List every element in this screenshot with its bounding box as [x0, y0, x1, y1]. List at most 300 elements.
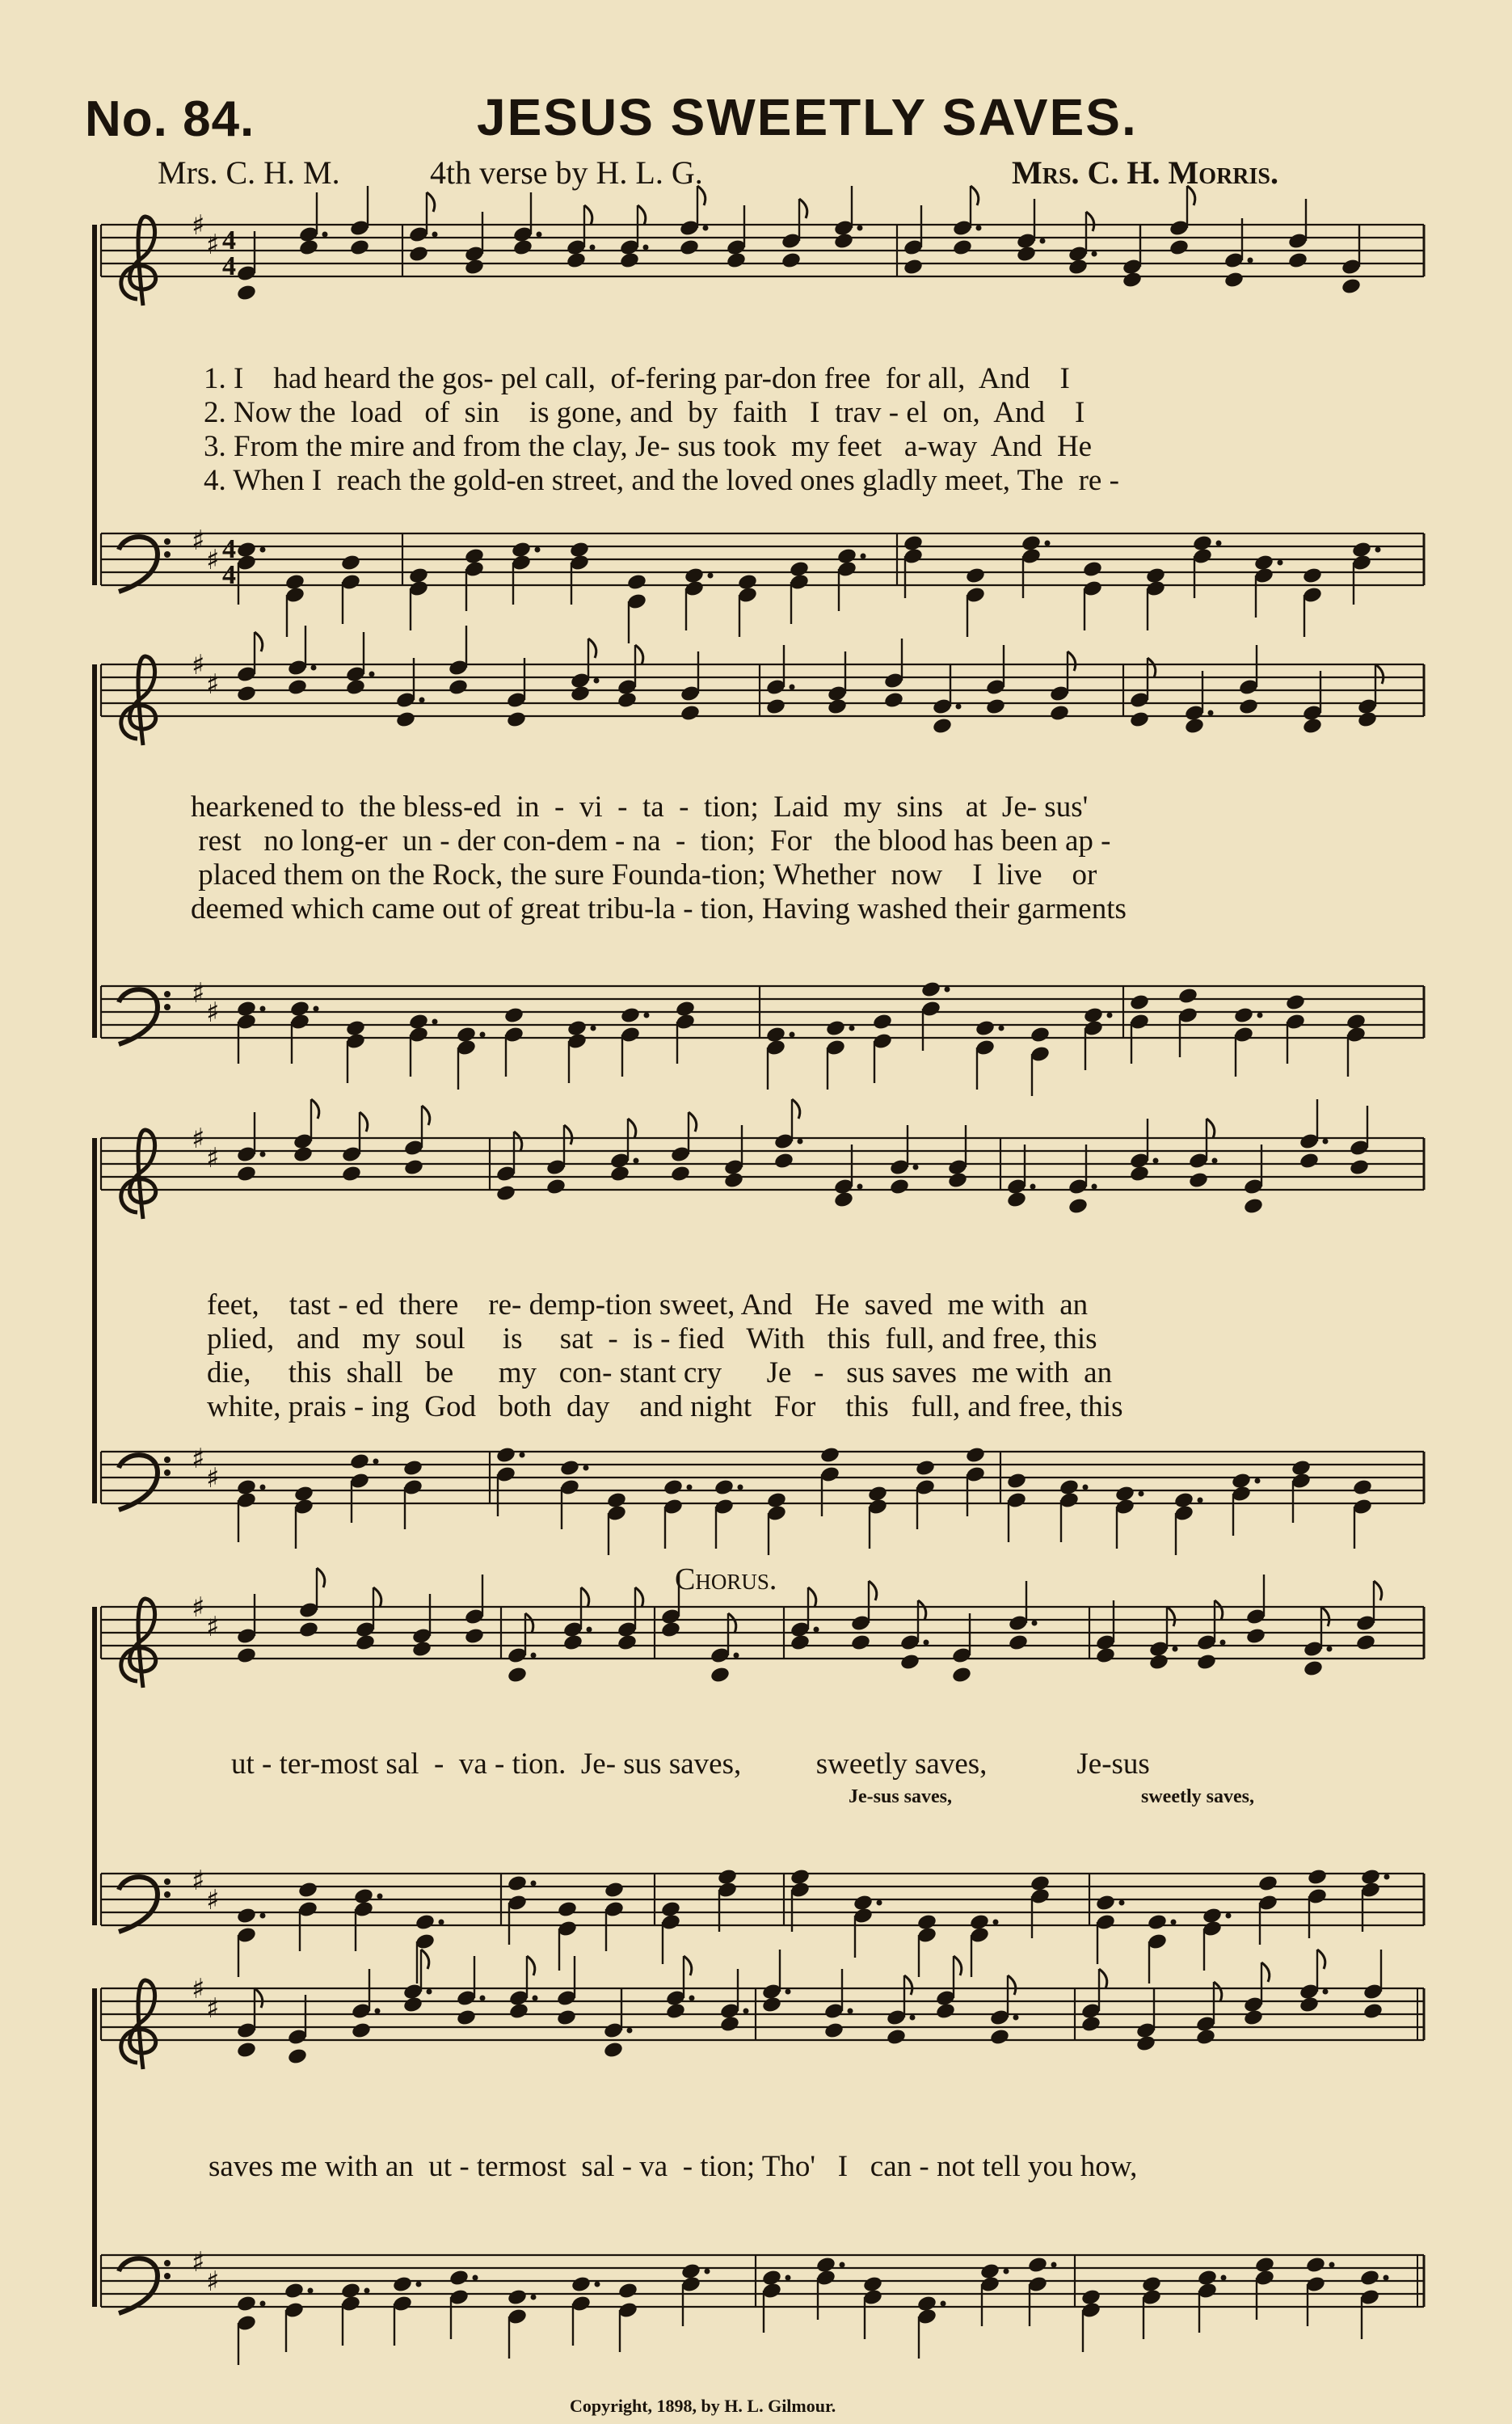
note-head — [571, 2275, 592, 2294]
note-head — [284, 2282, 305, 2300]
note-head — [345, 678, 366, 697]
dot — [377, 1894, 383, 1899]
dot — [1171, 1920, 1177, 1925]
sharp-icon: ♯ — [206, 1884, 220, 1916]
note-head — [297, 1881, 318, 1899]
note-head — [679, 238, 700, 257]
dot — [1083, 1485, 1089, 1490]
dot — [790, 1032, 795, 1038]
dot — [1198, 1498, 1203, 1503]
bass-clef-icon — [119, 1455, 158, 1510]
note-head — [790, 1634, 811, 1652]
note-head — [1285, 993, 1306, 1012]
note-head — [872, 1013, 893, 1031]
note-head — [507, 2288, 528, 2307]
note-head — [236, 1907, 257, 1925]
note-head — [833, 1191, 854, 1209]
dot — [590, 245, 596, 251]
note-head — [604, 1881, 625, 1899]
dot — [1375, 547, 1381, 553]
note-head — [617, 691, 638, 710]
dot — [373, 1459, 379, 1465]
note-head — [566, 251, 587, 270]
dot — [708, 573, 714, 579]
note-head — [1006, 1191, 1027, 1209]
dot — [1107, 1013, 1113, 1018]
note-head — [965, 567, 986, 585]
sharp-icon: ♯ — [192, 2246, 205, 2279]
dot — [703, 226, 709, 231]
dot — [738, 1485, 743, 1490]
dot — [1221, 2275, 1227, 2281]
note-head — [620, 1006, 641, 1025]
note-head — [351, 2021, 372, 2040]
bass-clef-dot — [164, 551, 171, 558]
note-head — [1245, 1627, 1266, 1646]
dot — [480, 1996, 486, 2001]
dot — [480, 1032, 486, 1038]
note-head — [1233, 1006, 1254, 1025]
time-signature: 4 — [222, 534, 236, 564]
note-flag — [1008, 1975, 1016, 1995]
dot — [375, 2009, 381, 2014]
dot — [537, 232, 542, 238]
note-head — [1122, 271, 1143, 289]
note-head — [883, 691, 904, 710]
verse-credit: 4th verse by H. L. G. — [430, 154, 703, 191]
note-head — [236, 1165, 257, 1183]
note-head — [665, 2002, 686, 2021]
note-flag — [628, 1119, 636, 1138]
copyright-notice: Copyright, 1898, by H. L. Gilmour. — [570, 2396, 836, 2416]
sharp-icon: ♯ — [192, 209, 205, 242]
note-head — [726, 251, 747, 270]
note-head — [1030, 1026, 1051, 1044]
dot — [1384, 2275, 1389, 2281]
note-flag — [421, 1950, 429, 1969]
note-head — [570, 685, 591, 703]
dot — [364, 2288, 370, 2294]
note-head — [298, 238, 319, 257]
dot — [1216, 541, 1222, 546]
note-head — [236, 1646, 257, 1665]
dot — [533, 1996, 538, 2001]
note-head — [1169, 238, 1190, 257]
sharp-icon: ♯ — [192, 1123, 205, 1155]
note-flag — [360, 1112, 368, 1132]
note-head — [1129, 710, 1150, 729]
dot — [1139, 1491, 1144, 1497]
hymn-title: JESUS SWEETLY SAVES. — [477, 88, 1138, 146]
note-head — [293, 1145, 314, 1164]
dot — [941, 2301, 946, 2307]
bass-clef-dot — [164, 1891, 171, 1898]
note-head — [1238, 698, 1259, 716]
note-head — [1129, 1165, 1150, 1183]
note-flag — [808, 1587, 816, 1607]
note-head — [1196, 1653, 1217, 1672]
treble-clef-icon — [121, 1980, 156, 2069]
dot — [734, 1653, 739, 1659]
note-head — [341, 1165, 362, 1183]
dot — [432, 232, 438, 238]
note-flag — [728, 1613, 736, 1633]
note-head — [287, 2047, 308, 2066]
note-head — [1359, 2269, 1380, 2287]
note-flag — [588, 639, 596, 658]
note-head — [619, 251, 640, 270]
note-head — [935, 2002, 956, 2021]
dot — [473, 2275, 478, 2281]
dot — [798, 1139, 803, 1145]
note-head — [1302, 717, 1323, 736]
dot — [1040, 238, 1046, 244]
note-head — [989, 2028, 1010, 2047]
note-head — [415, 1913, 436, 1932]
note-flag — [1261, 1962, 1270, 1982]
lyric-line: 1. I had heard the gos- pel call, of-fering par-don free for all, And I — [204, 362, 1070, 395]
note-head — [985, 698, 1006, 716]
dot — [743, 2009, 749, 2014]
dot — [705, 2269, 710, 2274]
dot — [595, 2282, 600, 2287]
dot — [1384, 1874, 1390, 1880]
note-head — [512, 238, 533, 257]
dot — [634, 1158, 639, 1164]
dot — [1013, 2015, 1019, 2021]
note-head — [833, 232, 854, 251]
note-flag — [635, 645, 643, 664]
dot — [587, 1627, 592, 1633]
note-head — [456, 2009, 477, 2027]
note-head — [1095, 1894, 1116, 1912]
hymn-number: No. 84. — [85, 91, 255, 147]
note-head — [1068, 258, 1089, 276]
dot — [260, 2301, 266, 2307]
sharp-icon: ♯ — [206, 229, 220, 261]
dot — [1208, 710, 1214, 716]
dot — [643, 245, 649, 251]
note-head — [1305, 2256, 1326, 2274]
note-head — [408, 245, 429, 263]
note-head — [719, 2015, 740, 2034]
note-head — [395, 710, 416, 729]
note-head — [559, 1459, 580, 1478]
note-head — [1223, 271, 1245, 289]
dot — [369, 672, 375, 677]
note-head — [556, 2009, 577, 2027]
note-head — [1195, 2028, 1216, 2047]
dot — [432, 1019, 438, 1025]
note-head — [1341, 277, 1362, 296]
note-flag — [373, 1587, 381, 1607]
note-head — [1008, 1634, 1029, 1652]
note-head — [1307, 1868, 1328, 1887]
note-head — [626, 573, 647, 592]
note-flag — [1148, 658, 1156, 677]
bass-clef-dot — [164, 2273, 171, 2279]
note-head — [1362, 2002, 1384, 2021]
dot — [1212, 1158, 1218, 1164]
note-flag — [311, 1099, 319, 1119]
dot — [785, 2275, 791, 2281]
note-head — [355, 1634, 376, 1652]
note-head — [603, 2041, 624, 2059]
note-head — [723, 1171, 744, 1190]
sharp-icon: ♯ — [192, 1865, 205, 1897]
sharp-icon: ♯ — [192, 525, 205, 557]
dot — [785, 1989, 791, 1995]
bass-clef-dot — [164, 991, 171, 997]
note-head — [448, 678, 469, 697]
note-head — [1299, 1996, 1320, 2014]
note-head — [850, 1634, 871, 1652]
note-flag — [689, 1112, 697, 1132]
note-flag — [581, 1587, 589, 1607]
note-head — [402, 1459, 423, 1478]
note-flag — [792, 1099, 800, 1119]
note-head — [298, 1621, 319, 1639]
note-head — [1027, 2256, 1048, 2274]
note-flag — [317, 1568, 325, 1587]
note-head — [1129, 993, 1150, 1012]
note-head — [1016, 245, 1037, 263]
note-head — [1355, 1634, 1376, 1652]
note-head — [920, 980, 941, 999]
note-flag — [918, 1600, 926, 1620]
note-flag — [1207, 1119, 1215, 1138]
dot — [857, 1184, 863, 1190]
note-head — [781, 251, 802, 270]
note-head — [915, 1459, 936, 1478]
dot — [531, 2295, 537, 2300]
sharp-icon: ♯ — [192, 1973, 205, 2005]
note-head — [670, 1165, 691, 1183]
note-head — [1147, 1913, 1168, 1932]
dot — [976, 226, 982, 231]
dot — [520, 1452, 525, 1458]
dot — [1329, 2262, 1335, 2268]
sharp-icon: ♯ — [206, 668, 220, 701]
note-head — [545, 1178, 566, 1196]
dot — [260, 1485, 266, 1490]
note-head — [609, 1165, 630, 1183]
note-head — [617, 2282, 638, 2300]
note-flag — [954, 1956, 962, 1975]
note-head — [1303, 1659, 1324, 1678]
sharp-icon: ♯ — [192, 1443, 205, 1475]
note-flag — [799, 199, 807, 218]
note-head — [1148, 1653, 1169, 1672]
note-head — [495, 1184, 516, 1203]
note-flag — [1321, 1607, 1329, 1626]
dot — [1092, 1184, 1097, 1190]
note-head — [1352, 1478, 1373, 1497]
note-flag — [1215, 1600, 1223, 1620]
note-flag — [1375, 664, 1384, 684]
note-head — [1302, 567, 1323, 585]
note-flag — [255, 632, 263, 651]
dot — [689, 1996, 695, 2001]
sharp-icon: ♯ — [206, 1611, 220, 1643]
note-head — [710, 1666, 731, 1684]
note-head — [464, 1627, 485, 1646]
composer-credit: Mrs. C. H. Morris. — [1012, 154, 1278, 191]
note-head — [392, 2275, 413, 2294]
note-head — [663, 1478, 684, 1497]
note-head — [1080, 2015, 1101, 2034]
lyric-line: white, prais - ing God both day and night For this full, and free, this — [207, 1390, 1123, 1423]
note-head — [903, 258, 924, 276]
note-head — [1188, 1171, 1209, 1190]
lyric-line: 3. From the mire and from the clay, Je- sus took my feet a-way And He — [204, 430, 1093, 463]
bass-clef-dot — [164, 538, 171, 545]
underlay-text: Je-sus saves, — [849, 1786, 953, 1807]
lyric-line: ut - ter-most sal - va - tion. Je- sus saves, sweetly saves, Je-sus — [231, 1747, 1150, 1781]
note-flag — [635, 1587, 643, 1607]
dot — [1045, 541, 1051, 546]
dot — [1255, 1478, 1261, 1484]
note-flag — [971, 186, 979, 205]
dot — [1278, 560, 1283, 566]
note-head — [1357, 710, 1378, 729]
dot — [531, 1653, 537, 1659]
note-head — [889, 1178, 910, 1196]
sharp-icon: ♯ — [206, 1142, 220, 1174]
note-head — [236, 284, 257, 302]
note-flag — [638, 205, 646, 225]
note-head — [947, 1171, 968, 1190]
bass-clef-dot — [164, 1469, 171, 1476]
dot — [1173, 1646, 1178, 1652]
note-flag — [869, 1581, 877, 1600]
note-flag — [697, 186, 705, 205]
dot — [1032, 1621, 1038, 1626]
dot — [861, 554, 866, 559]
dot — [1153, 1158, 1159, 1164]
note-head — [975, 1019, 996, 1038]
lyric-line: hearkened to the bless-ed in - vi - ta - tion; Laid my sins at Je- sus' — [191, 790, 1089, 824]
dot — [1004, 2269, 1009, 2274]
bass-clef-dot — [164, 2260, 171, 2266]
note-head — [1006, 1472, 1027, 1490]
dot — [790, 685, 795, 690]
dot — [594, 678, 600, 684]
dot — [913, 1165, 919, 1170]
dot — [849, 1026, 855, 1031]
lyric-line: feet, tast - ed there re- demp-tion sweet, And He saved me with an — [207, 1288, 1089, 1322]
note-head — [1135, 2034, 1156, 2053]
note-head — [761, 1996, 782, 2014]
note-head — [827, 698, 848, 716]
treble-clef-icon — [121, 1130, 156, 1219]
note-head — [1049, 704, 1070, 723]
note-head — [680, 704, 701, 723]
dot — [260, 1913, 266, 1919]
sharp-icon: ♯ — [192, 977, 205, 1010]
dot — [1257, 1013, 1263, 1018]
sharp-icon: ♯ — [206, 2266, 220, 2298]
underlay-text: sweetly saves, — [1141, 1786, 1254, 1807]
dot — [1323, 1989, 1329, 1995]
time-signature: 4 — [222, 251, 236, 281]
note-head — [495, 1446, 516, 1465]
note-head — [765, 698, 786, 716]
dot — [535, 547, 541, 553]
lyric-line: deemed which came out of great tribu-la - tion, Having washed their garments — [191, 892, 1127, 925]
note-head — [823, 2021, 844, 2040]
time-signature: 4 — [222, 226, 236, 255]
dot — [583, 1465, 589, 1471]
note-head — [825, 1019, 846, 1038]
lyric-line: rest no long-er un - der con-dem - na - tion; For the blood has been ap - — [191, 824, 1111, 858]
note-head — [1095, 1646, 1116, 1665]
note-flag — [584, 205, 592, 225]
dot — [840, 2262, 845, 2268]
note-head — [1287, 251, 1308, 270]
sharp-icon: ♯ — [206, 544, 220, 576]
lyricist-credit: Mrs. C. H. M. — [158, 154, 340, 191]
note-flag — [1167, 1607, 1175, 1626]
dot — [322, 232, 328, 238]
note-flag — [525, 1613, 533, 1633]
note-flag — [684, 1956, 692, 1975]
note-head — [402, 1996, 423, 2014]
note-head — [503, 1006, 524, 1025]
note-head — [236, 2295, 257, 2313]
note-head — [508, 2002, 529, 2021]
note-head — [932, 717, 953, 736]
note-head — [506, 710, 527, 729]
dot — [848, 2009, 853, 2014]
note-head — [1184, 717, 1205, 736]
dot — [427, 1989, 432, 1995]
sharp-icon: ♯ — [206, 1462, 220, 1494]
sharp-icon: ♯ — [192, 1591, 205, 1624]
note-flag — [1086, 212, 1094, 231]
note-head — [236, 685, 257, 703]
bass-clef-icon — [119, 2258, 158, 2313]
note-head — [1082, 560, 1103, 579]
dot — [687, 1485, 693, 1490]
note-flag — [422, 1106, 430, 1125]
dot — [956, 704, 962, 710]
note-flag — [514, 1132, 522, 1151]
dot — [260, 1006, 266, 1012]
treble-clef-icon — [121, 217, 156, 306]
dot — [1248, 258, 1253, 263]
dot — [419, 698, 425, 703]
treble-clef-icon — [121, 656, 156, 745]
note-head — [1349, 1158, 1370, 1177]
dot — [308, 2288, 314, 2294]
time-signature: 4 — [222, 560, 236, 590]
dot — [1226, 1913, 1232, 1919]
note-head — [349, 238, 370, 257]
dot — [260, 547, 266, 553]
note-head — [403, 1158, 424, 1177]
dot — [439, 1920, 444, 1925]
dot — [999, 1026, 1004, 1031]
dot — [993, 1920, 999, 1925]
note-head — [557, 1900, 578, 1919]
dot — [314, 1006, 319, 1012]
note-head — [952, 238, 973, 257]
note-head — [773, 1152, 794, 1170]
bass-clef-dot — [164, 1878, 171, 1885]
note-head — [464, 258, 485, 276]
note-head — [951, 1666, 972, 1684]
